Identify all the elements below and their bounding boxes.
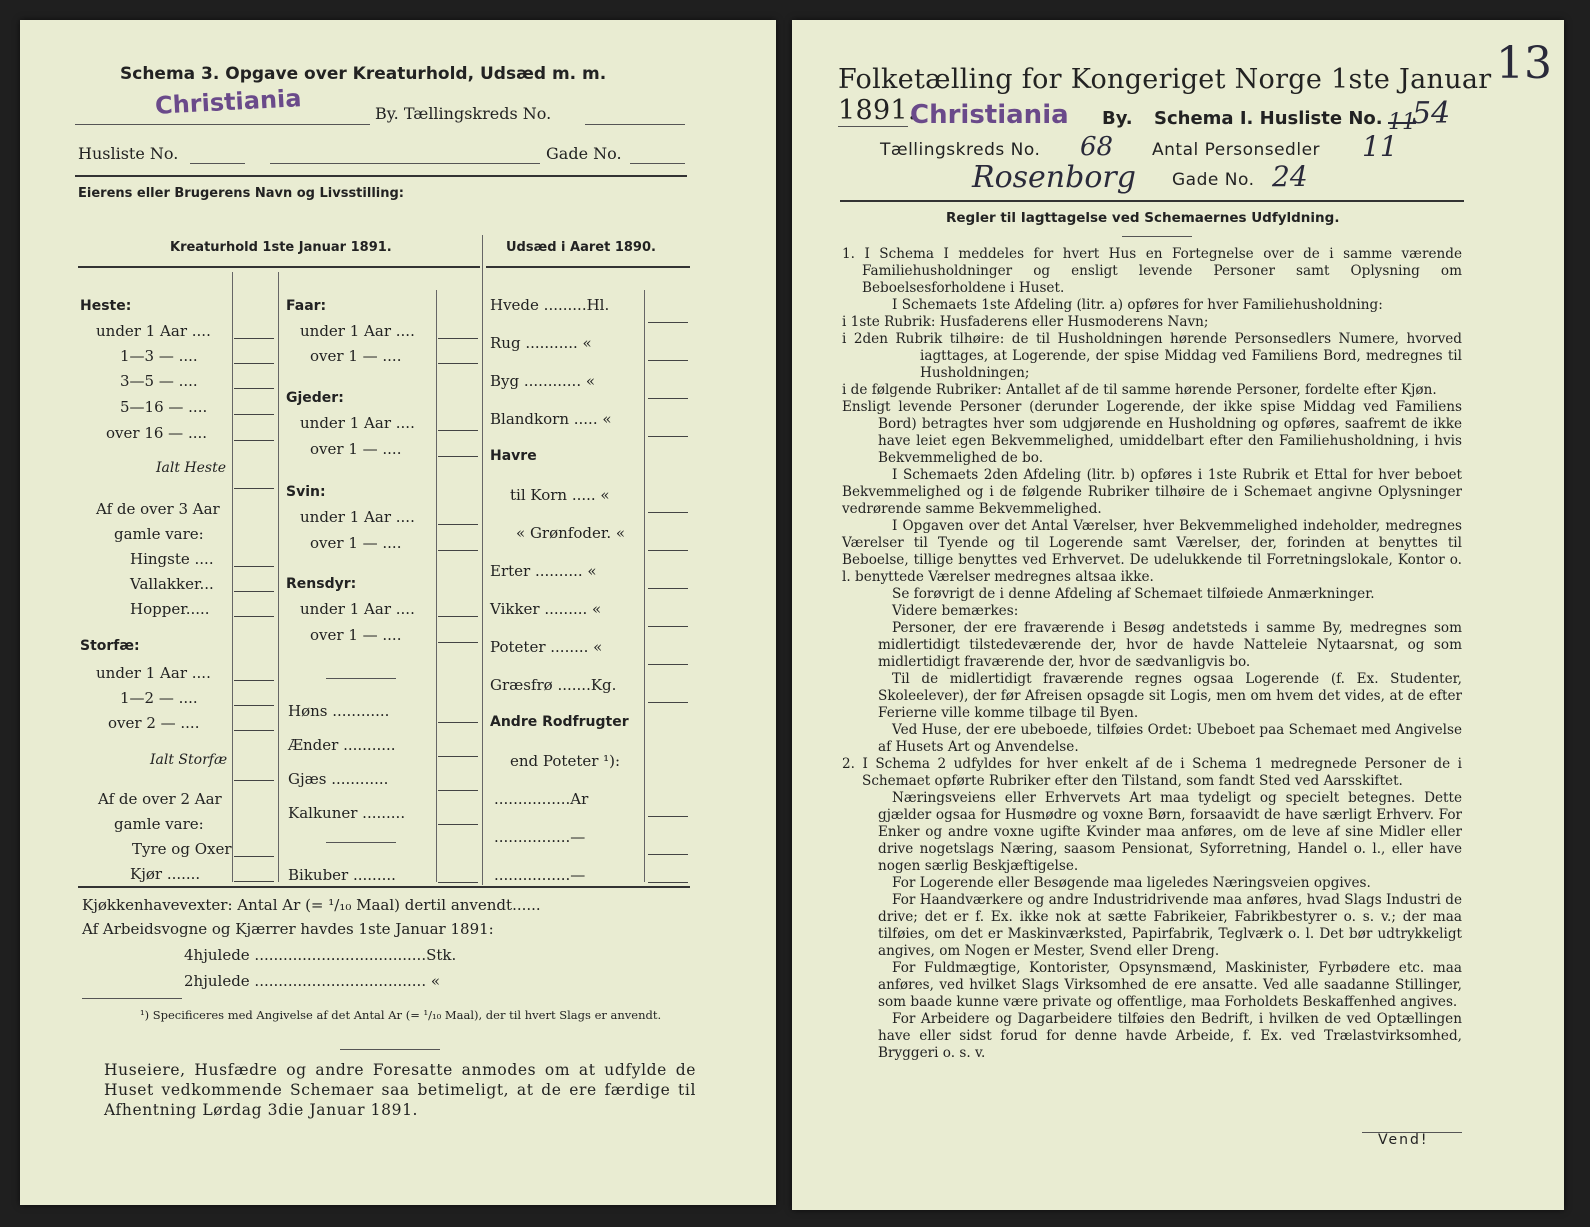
entry-blank bbox=[234, 856, 274, 857]
rule-paragraph: Til de midlertidigt fraværende regnes ogsaa Logerende (f. Ex. Studenter, Skoleelever), der før Afreisen opsagde sit Logis, men om hvem det vides, at de efter Ferierne ville komme tilbage til Byen. bbox=[878, 671, 1462, 721]
entry-blank bbox=[438, 756, 478, 757]
entry-blank bbox=[438, 550, 478, 551]
col3-box-left bbox=[644, 290, 645, 882]
col3-row: ................— bbox=[494, 828, 586, 846]
entry-blank bbox=[648, 854, 688, 855]
rensdyr-label: Rensdyr: bbox=[286, 576, 357, 592]
havre-label: Havre bbox=[490, 448, 537, 464]
husliste-value: 54 bbox=[1412, 96, 1451, 131]
entry-blank bbox=[438, 722, 478, 723]
col3-row: Byg ............ « bbox=[490, 372, 596, 390]
table-header-rule bbox=[78, 266, 480, 268]
by-taellingskreds-label: By. Tællingskreds No. bbox=[375, 104, 552, 123]
entry-blank bbox=[648, 436, 688, 437]
heste-label: Heste: bbox=[80, 298, 132, 314]
entry-blank bbox=[234, 705, 274, 706]
entry-blank bbox=[234, 338, 274, 339]
separator bbox=[326, 842, 396, 843]
rule-paragraph: Ensligt levende Personer (derunder Logerende, der ikke spise Middag ved Familiens Bord) betragtes hver som udgjørende en Husholdning og opføres, saafremt de ikke have leiet egen Bekvemmelighed, umiddelbart efter den Familiehusholdning, i hvis Bekvemmelighed de bo. bbox=[842, 399, 1462, 466]
col3-row: Græsfrø .......Kg. bbox=[490, 676, 617, 694]
svin-label: Svin: bbox=[286, 484, 326, 500]
entry-blank bbox=[648, 550, 688, 551]
entry-blank bbox=[438, 430, 478, 431]
city-dots bbox=[838, 126, 908, 127]
col2-row: over 1 — .... bbox=[310, 347, 402, 365]
street-blank bbox=[270, 163, 540, 164]
city-stamp: Christiania bbox=[154, 84, 303, 120]
gade-blank bbox=[630, 163, 685, 164]
col1-row: Hingste .... bbox=[130, 550, 214, 568]
col3-row: Vikker ......... « bbox=[490, 600, 602, 618]
rule-paragraph: Personer, der ere fraværende i Besøg andetsteds i samme By, medregnes som midlertidigt tilstedeværende der, hvor de havde Natteleie Nytaarsnat, og som midlertidigt fraværende der, hvor de sædvanligvis bo. bbox=[878, 620, 1462, 670]
entry-blank bbox=[438, 824, 478, 825]
hjulede-4: 4hjulede ....................................Stk. bbox=[184, 946, 457, 964]
entry-blank bbox=[648, 512, 688, 513]
rule-paragraph: For Arbeidere og Dagarbeidere tilføies den Bedrift, i hvilken de ved Optællingen have eller sidst forud for denne havde Arbeide, f. Ex. ved Trælastvirksomhed, Bryggeri o. s. v. bbox=[878, 1011, 1462, 1061]
col2-row: Bikuber ......... bbox=[288, 866, 396, 884]
by-label: By. bbox=[1102, 108, 1133, 129]
entry-blank bbox=[234, 414, 274, 415]
rules-text bbox=[842, 246, 1462, 1062]
col1-row: 1—3 — .... bbox=[120, 347, 198, 365]
entry-blank bbox=[648, 626, 688, 627]
schema3-title: Schema 3. Opgave over Kreaturhold, Udsæd m. m. bbox=[120, 64, 607, 84]
col1-row: under 1 Aar .... bbox=[96, 664, 211, 682]
notice-text: Huseiere, Husfædre og andre Foresatte anmodes om at udfylde de Huset vedkommende Schemaer saa betimeligt, at de ere færdige til Afhentning Lørdag 3die Januar 1891. bbox=[104, 1061, 696, 1119]
footnote: ¹) Specificeres med Angivelse af det Antal Ar (= ¹/₁₀ Maal), der til hvert Slags er anvendt. bbox=[140, 1008, 662, 1022]
entry-blank bbox=[648, 816, 688, 817]
heading-rule bbox=[1122, 236, 1192, 237]
rules-heading: Regler til Iagttagelse ved Schemaernes Udfyldning. bbox=[946, 210, 1340, 226]
col1-row: over 16 — .... bbox=[106, 424, 208, 442]
entry-blank bbox=[234, 388, 274, 389]
left-page bbox=[20, 20, 776, 1205]
col3-row: Erter .......... « bbox=[490, 562, 597, 580]
entry-blank bbox=[234, 680, 274, 681]
entry-blank bbox=[648, 360, 688, 361]
table-bottom-rule bbox=[78, 886, 690, 888]
col1-row: 5—16 — .... bbox=[120, 398, 208, 416]
kreaturhold-header: Kreaturhold 1ste Januar 1891. bbox=[170, 240, 392, 255]
col1-row: 1—2 — .... bbox=[120, 689, 198, 707]
col2-row: Ænder ........... bbox=[288, 736, 396, 754]
rule-paragraph: For Haandværkere og andre Industridrivende maa anføres, hvad Slags Industri de drive; det er f. Ex. ikke nok at sætte Fabrikeier, Fabrikbestyrer o. s. v.; der maa tilføies, om det er Maskinværksted, Papirfabrik, Teglværk o. l. Det bør udtrykkeligt angives, om Nogen er Mester, Svend eller Dreng. bbox=[878, 892, 1462, 959]
entry-blank bbox=[234, 566, 274, 567]
col2-row: over 1 — .... bbox=[310, 440, 402, 458]
entry-blank bbox=[648, 702, 688, 703]
faar-label: Faar: bbox=[286, 298, 327, 314]
col1-row: gamle vare: bbox=[114, 815, 204, 833]
col3-row: ................— bbox=[494, 866, 586, 884]
entry-blank bbox=[234, 591, 274, 592]
divider bbox=[75, 175, 687, 177]
col3-row: Rug ........... « bbox=[490, 334, 592, 352]
header-rule bbox=[840, 200, 1464, 202]
entry-blank bbox=[648, 588, 688, 589]
col3-row: Poteter ........ « bbox=[490, 638, 603, 656]
entry-blank bbox=[234, 616, 274, 617]
col1-row: gamle vare: bbox=[114, 525, 204, 543]
rule-paragraph: i de følgende Rubriker: Antallet af de til samme hørende Personer, fordelte efter Kjøn. bbox=[842, 382, 1437, 398]
antal-personsedler-label: Antal Personsedler bbox=[1152, 140, 1321, 160]
udsaed-header: Udsæd i Aaret 1890. bbox=[506, 240, 656, 255]
kjokkenhave-line: Kjøkkenhavevexter: Antal Ar (= ¹/₁₀ Maal) dertil anvendt...... bbox=[82, 896, 541, 914]
col2-row: Høns ............ bbox=[288, 702, 390, 720]
entry-blank bbox=[648, 882, 688, 883]
rule-paragraph: i 2den Rubrik tilhøire: de til Husholdningen hørende Personsedlers Numere, hvorved iagttages, at Logerende, der spise Middag ved Familiens Bord, medregnes til Husholdningen; bbox=[842, 331, 1462, 381]
entry-blank bbox=[438, 363, 478, 364]
taellingskreds-blank bbox=[585, 124, 685, 125]
rule-paragraph: I Schemaets 1ste Afdeling (litr. a) opføres for hver Familiehusholdning: bbox=[892, 297, 1383, 313]
rule-paragraph: Næringsveiens eller Erhvervets Art maa tydeligt og specielt betegnes. Dette gjælder ogsaa for Husmødre og voxne Børn, forsaavidt de have særligt Erhverv. For Enker og andre voxne ugifte Kvinder maa anføres, om de leve af sine Midler eller drive nogetslags Næring, saasom Pensionat, Syforretning, Handel o. l., eller have nogen særlig Beskjæftigelse. bbox=[878, 790, 1462, 874]
rule-paragraph: For Fuldmægtige, Kontorister, Opsynsmænd, Maskinister, Fyrbødere etc. maa anføres, ved hvilket Slags Virksomhed de ere ansatte. Ved alle saadanne Stillinger, som baade kunne være private og offentlige, maa Forholdets Beskaffenhed angives. bbox=[878, 960, 1462, 1010]
entry-blank bbox=[438, 338, 478, 339]
entry-blank bbox=[648, 322, 688, 323]
storfae-label: Storfæ: bbox=[80, 638, 140, 654]
col1-row: Af de over 3 Aar bbox=[96, 500, 220, 518]
city-stamp-right: Christiania bbox=[910, 100, 1069, 130]
col1-box-left bbox=[232, 272, 233, 882]
husliste-label: Husliste No. bbox=[78, 144, 179, 163]
rule-paragraph: I Schemaets 2den Afdeling (litr. b) opføres i 1ste Rubrik et Ettal for hver beboet Bekvemmelighed og i de følgende Rubriker tilhøire de i Schemaet angivne Oplysninger vedrørende samme Bekvemmelighed. bbox=[842, 467, 1462, 517]
entry-blank bbox=[234, 780, 274, 781]
entry-blank bbox=[438, 524, 478, 525]
vend-label: Vend! bbox=[1378, 1132, 1429, 1148]
entry-blank bbox=[234, 488, 274, 489]
gade-label: Gade No. bbox=[546, 144, 622, 163]
street-name-value: Rosenborg bbox=[972, 160, 1136, 195]
rule-paragraph: i 1ste Rubrik: Husfaderens eller Husmoderens Navn; bbox=[842, 314, 1209, 330]
col1-row: Af de over 2 Aar bbox=[98, 790, 222, 808]
col2-row: under 1 Aar .... bbox=[300, 508, 415, 526]
owner-label: Eierens eller Brugerens Navn og Livsstilling: bbox=[78, 186, 404, 201]
col3-row: Blandkorn ..... « bbox=[490, 410, 612, 428]
entry-blank bbox=[234, 730, 274, 731]
col1-row: Tyre og Oxer bbox=[132, 840, 232, 858]
entry-blank bbox=[438, 882, 478, 883]
entry-blank bbox=[234, 881, 274, 882]
col2-row: Kalkuner ......... bbox=[288, 804, 406, 822]
entry-blank bbox=[438, 456, 478, 457]
rule-paragraph: Videre bemærkes: bbox=[892, 603, 1019, 619]
col3-row: til Korn ..... « bbox=[510, 486, 610, 504]
col1-row: Vallakker... bbox=[130, 575, 214, 593]
antal-personsedler-value: 11 bbox=[1362, 130, 1398, 163]
gjeder-label: Gjeder: bbox=[286, 390, 344, 406]
col2-row: under 1 Aar .... bbox=[300, 414, 415, 432]
col2-row: under 1 Aar .... bbox=[300, 322, 415, 340]
taellingskreds-label: Tællingskreds No. bbox=[880, 140, 1041, 160]
rule-paragraph: Ved Huse, der ere ubeboede, tilføies Ordet: Ubeboet paa Schemaet med Angivelse af Husets Art og Anvendelse. bbox=[878, 722, 1462, 755]
entry-blank bbox=[234, 363, 274, 364]
entry-blank bbox=[438, 616, 478, 617]
ialt-heste: Ialt Heste bbox=[156, 460, 227, 476]
rule-paragraph: I Opgaven over det Antal Værelser, hver Bekvemmelighed indeholder, medregnes Værelser til Tyende og til Logerende samt Værelser, der, forinden at benyttes til Beboelse, tillige benyttes ved Erhvervet. De udelukkende til Forretningslokale, Kontor o. l. benyttede Værelser medregnes altsaa ikke. bbox=[842, 518, 1462, 585]
schema-husliste-label: Schema I. Husliste No. bbox=[1154, 108, 1383, 129]
gade-no-label: Gade No. bbox=[1172, 170, 1255, 190]
arbeidsvogne-line: Af Arbeidsvogne og Kjærrer havdes 1ste Januar 1891: bbox=[82, 920, 494, 938]
col1-box-right bbox=[278, 272, 279, 882]
rule-paragraph: Se forøvrigt de i denne Afdeling af Schemaet tilføiede Anmærkninger. bbox=[892, 586, 1375, 602]
census-title: Folketælling for Kongeriget Norge 1ste Januar 1891. bbox=[838, 64, 1492, 126]
entry-blank bbox=[438, 790, 478, 791]
separator bbox=[326, 678, 396, 679]
notice-rule bbox=[340, 1049, 440, 1050]
gade-no-value: 24 bbox=[1272, 160, 1308, 193]
col2-row: Gjæs ............ bbox=[288, 770, 389, 788]
hjulede-2: 2hjulede .................................... « bbox=[184, 972, 441, 990]
corner-page-number: 13 bbox=[1496, 38, 1552, 89]
right-page bbox=[792, 20, 1564, 1210]
table-header-rule-2 bbox=[486, 266, 690, 268]
col1-row: Hopper..... bbox=[130, 600, 210, 618]
col3-row: Hvede .........Hl. bbox=[490, 296, 610, 314]
col2-row: over 1 — .... bbox=[310, 626, 402, 644]
entry-blank bbox=[438, 642, 478, 643]
col3-row: ................Ar bbox=[494, 790, 589, 808]
col1-row: Kjør ....... bbox=[130, 865, 201, 883]
husliste-blank bbox=[190, 163, 245, 164]
col3-row: end Poteter ¹): bbox=[510, 752, 621, 770]
col2-row: under 1 Aar .... bbox=[300, 600, 415, 618]
footnote-rule bbox=[82, 998, 182, 999]
andre-rodfrugter: Andre Rodfrugter bbox=[490, 714, 629, 730]
col2-row: over 1 — .... bbox=[310, 534, 402, 552]
rule-paragraph: For Logerende eller Besøgende maa ligeledes Næringsveien opgives. bbox=[892, 875, 1371, 891]
ialt-storfae: Ialt Storfæ bbox=[150, 752, 228, 768]
rule-paragraph: 1. I Schema I meddeles for hvert Hus en Fortegnelse over de i samme værende Familiehusholdninger og ensligt levende Personer samt Oplysning om Beboelsesforholdene i Huset. bbox=[842, 246, 1462, 296]
entry-blank bbox=[648, 664, 688, 665]
col1-row: over 2 — .... bbox=[108, 714, 200, 732]
taellingskreds-value: 68 bbox=[1080, 132, 1114, 162]
column-divider bbox=[482, 235, 483, 885]
col3-row: « Grønfoder. « bbox=[516, 524, 626, 542]
col1-row: under 1 Aar .... bbox=[96, 322, 211, 340]
husliste-struck-value: 11 bbox=[1388, 110, 1416, 135]
city-blank-line bbox=[75, 124, 370, 125]
entry-blank bbox=[648, 398, 688, 399]
col1-row: 3—5 — .... bbox=[120, 372, 198, 390]
col2-box-left bbox=[436, 290, 437, 882]
entry-blank bbox=[234, 440, 274, 441]
rule-paragraph: 2. I Schema 2 udfyldes for hver enkelt af de i Schema 1 medregnede Personer de i Schemaet opførte Rubriker efter den Tilstand, som fandt Sted ved Aarsskiftet. bbox=[842, 756, 1462, 789]
